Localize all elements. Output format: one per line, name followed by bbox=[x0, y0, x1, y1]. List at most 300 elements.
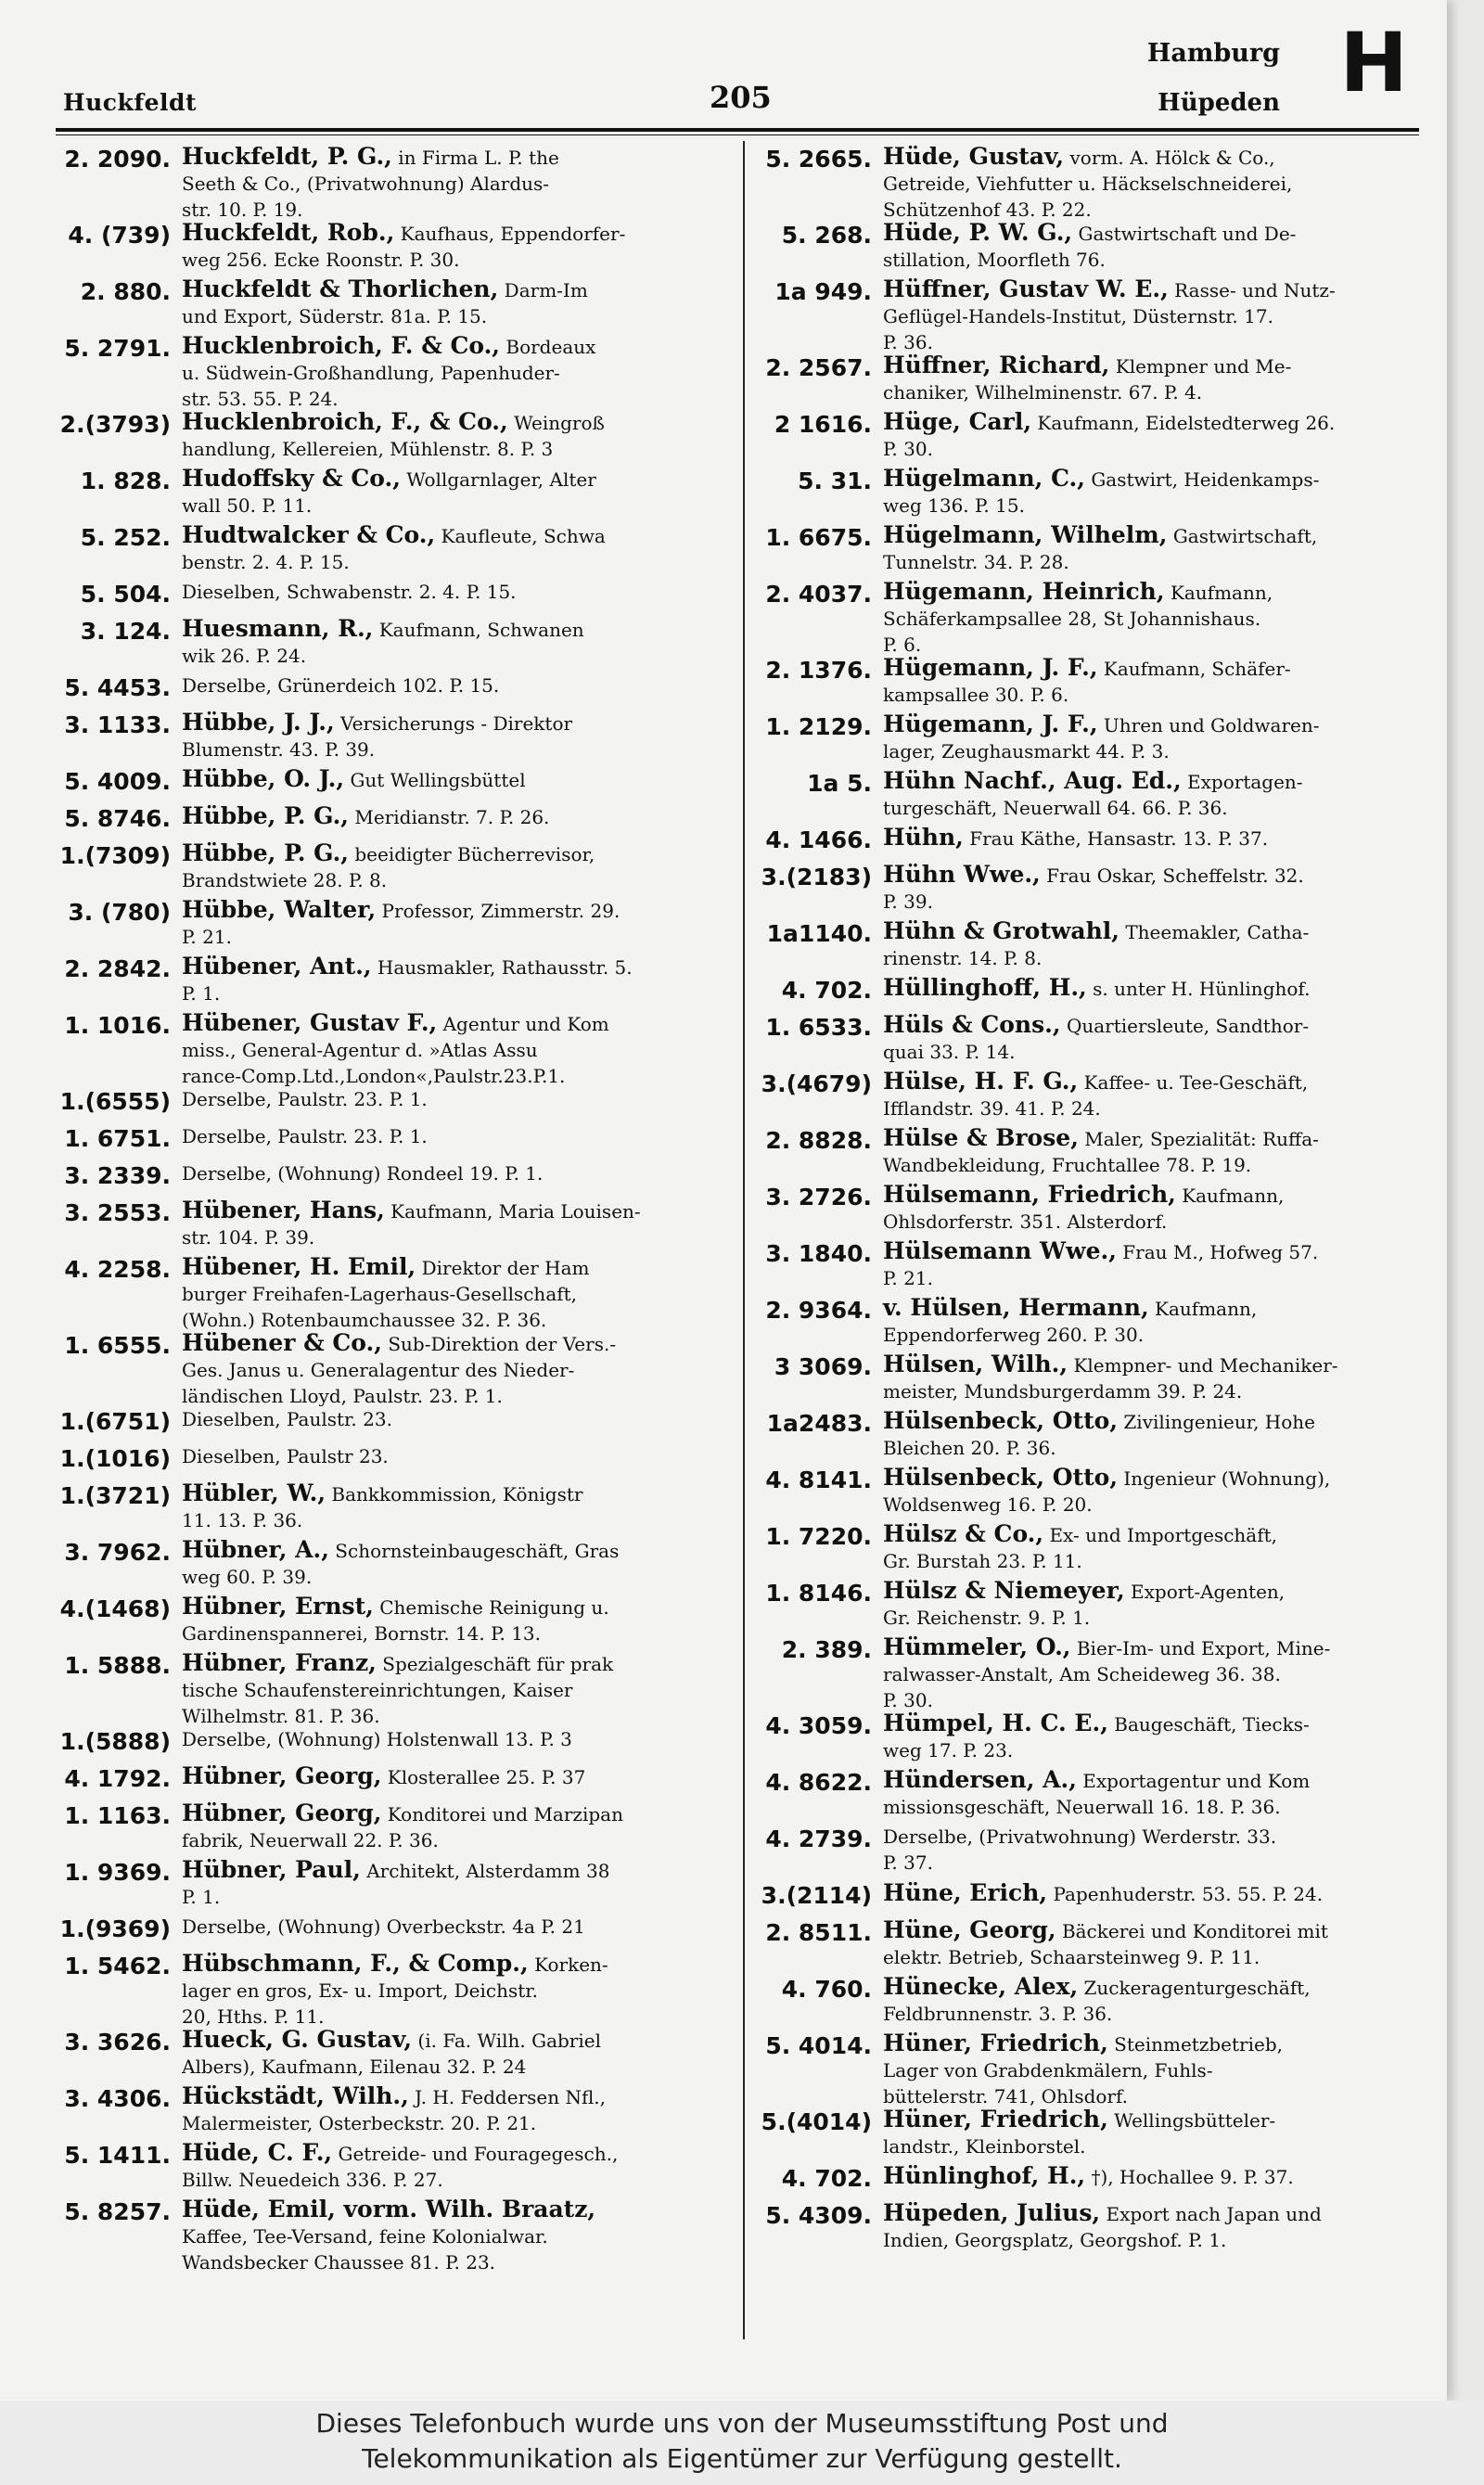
directory-entry bbox=[58, 1914, 725, 1951]
entry-line bbox=[883, 1687, 1419, 1710]
directory-entry bbox=[58, 220, 725, 276]
entry-text: Derselbe, (Wohnung) Overbeckstr. 4a P. 21 bbox=[182, 1915, 585, 1938]
entry-name: Hügelmann, C., bbox=[883, 466, 1085, 492]
entry-text: Wandsbecker Chaussee 81. P. 23. bbox=[182, 2251, 496, 2273]
phone-number: 3.(4679) bbox=[761, 1070, 872, 1097]
phone-number: 4. 1466. bbox=[765, 826, 872, 853]
entry-line bbox=[182, 980, 725, 1006]
entry-text: tische Schaufenstereinrichtungen, Kaiser bbox=[182, 1679, 573, 1701]
phone-number: 5. 4009. bbox=[64, 768, 171, 795]
entry-text: P. 36. bbox=[883, 331, 933, 352]
entry-line bbox=[883, 2030, 1419, 2057]
entry-line bbox=[182, 2249, 725, 2273]
entry-line bbox=[182, 1086, 725, 1112]
directory-entry bbox=[759, 1182, 1419, 1238]
phone-number: 1. 2129. bbox=[765, 713, 872, 740]
entry-text: landstr., Kleinborstel. bbox=[883, 2135, 1086, 2158]
entry-name: Hübener & Co., bbox=[182, 1330, 382, 1356]
entry-line bbox=[883, 329, 1419, 352]
entry-line bbox=[182, 1914, 725, 1940]
directory-entry bbox=[58, 1123, 725, 1160]
phone-number: 5. 4309. bbox=[765, 2202, 872, 2229]
entry-name: Hüde, Emil, vorm. Wilh. Braatz, bbox=[182, 2197, 596, 2222]
entry-text: Eppendorferweg 260. P. 30. bbox=[883, 1324, 1145, 1346]
entry-name: Hübner, Georg, bbox=[182, 1800, 382, 1826]
directory-entry bbox=[759, 2163, 1419, 2200]
entry-line bbox=[182, 1254, 725, 1281]
entry-text: Dieselben, Schwabenstr. 2. 4. P. 15. bbox=[182, 581, 517, 603]
header-first-entry: Huckfeldt bbox=[63, 89, 198, 116]
entry-name: Hüner, Friedrich, bbox=[883, 2030, 1108, 2056]
phone-number: 5. 4453. bbox=[64, 674, 171, 701]
phone-number: 1. 6751. bbox=[64, 1125, 171, 1152]
entry-text: Schäferkampsallee 28, St Johannishaus. bbox=[883, 608, 1261, 630]
entry-line bbox=[883, 711, 1419, 738]
entry-line bbox=[182, 1620, 725, 1646]
entry-line bbox=[883, 1095, 1419, 1121]
entry-line bbox=[182, 171, 725, 197]
directory-entry bbox=[759, 1125, 1419, 1182]
left-column bbox=[58, 144, 725, 2273]
entry-line bbox=[182, 1010, 725, 1037]
phone-number: 5. 4014. bbox=[765, 2032, 872, 2059]
entry-text: Kaufmann, bbox=[1170, 582, 1273, 604]
entry-line bbox=[883, 2083, 1419, 2107]
directory-entry bbox=[58, 522, 725, 579]
entry-name: Hueck, G. Gustav, bbox=[182, 2027, 413, 2053]
entry-text: Bankkommission, Königstr bbox=[331, 1483, 583, 1505]
directory-entry bbox=[58, 579, 725, 616]
entry-text: Rasse- und Nutz- bbox=[1174, 279, 1336, 301]
entry-name: Hülsz & Niemeyer, bbox=[883, 1578, 1125, 1604]
entry-line bbox=[182, 897, 725, 924]
phone-number: 1. 1016. bbox=[64, 1012, 171, 1039]
entry-text: Hausmakler, Rathausstr. 5. bbox=[377, 956, 633, 979]
entry-text: Dieselben, Paulstr 23. bbox=[182, 1445, 389, 1467]
phone-number: 1.(7309) bbox=[59, 842, 171, 869]
entry-line bbox=[883, 2133, 1419, 2159]
directory-entry bbox=[58, 1726, 725, 1763]
page-header bbox=[56, 15, 1419, 130]
entry-name: Hübner, Ernst, bbox=[182, 1594, 374, 1620]
right-column bbox=[759, 144, 1419, 2257]
entry-line bbox=[883, 1737, 1419, 1763]
entry-text: benstr. 2. 4. P. 15. bbox=[182, 551, 350, 573]
entry-line bbox=[182, 493, 725, 519]
entry-text: Dieselben, Paulstr. 23. bbox=[182, 1408, 392, 1430]
entry-text: rinenstr. 14. P. 8. bbox=[883, 947, 1043, 969]
entry-name: Hübbe, P. G., bbox=[182, 803, 350, 829]
entry-text: Getreide- und Fouragegesch., bbox=[338, 2143, 619, 2165]
entry-text: Bordeaux bbox=[505, 336, 596, 358]
entry-text: Spezialgeschäft für prak bbox=[382, 1653, 614, 1675]
entry-name: Hudtwalcker & Co., bbox=[182, 522, 436, 548]
phone-number: 2. 8828. bbox=[765, 1127, 872, 1154]
entry-name: Hüne, Georg, bbox=[883, 1917, 1056, 1943]
directory-entry bbox=[58, 616, 725, 672]
entry-text: Sub-Direktion der Vers.- bbox=[388, 1333, 617, 1355]
entry-line bbox=[182, 2110, 725, 2136]
entry-line bbox=[883, 1238, 1419, 1265]
directory-entry bbox=[759, 768, 1419, 825]
entry-name: Hülsemann Wwe., bbox=[883, 1238, 1117, 1264]
directory-entry bbox=[58, 2140, 725, 2197]
entry-name: Hüde, Gustav, bbox=[883, 144, 1065, 170]
entry-text: Getreide, Viehfutter u. Häckselschneiderei, bbox=[883, 173, 1293, 195]
directory-entry bbox=[759, 1408, 1419, 1465]
entry-text: Kaffee- u. Tee-Geschäft, bbox=[1083, 1071, 1309, 1094]
directory-entry bbox=[759, 862, 1419, 918]
entry-name: Hügemann, J. F., bbox=[883, 655, 1098, 681]
entry-name: Hüde, C. F., bbox=[182, 2140, 333, 2166]
entry-text: Konditorei und Marzipan bbox=[387, 1803, 623, 1825]
entry-name: Hübener, Ant., bbox=[182, 954, 372, 980]
entry-name: Hübener, Gustav F., bbox=[182, 1010, 438, 1036]
entry-name: Hübbe, Walter, bbox=[182, 897, 377, 923]
entry-line bbox=[182, 436, 725, 462]
phone-number: 5. 268. bbox=[781, 222, 872, 249]
section-letter: H bbox=[1339, 15, 1408, 110]
directory-entry bbox=[759, 2030, 1419, 2107]
entry-text: weg 256. Ecke Roonstr. P. 30. bbox=[182, 249, 460, 271]
entry-line bbox=[883, 1850, 1419, 1876]
entry-line bbox=[883, 2227, 1419, 2253]
directory-entry bbox=[759, 1824, 1419, 1880]
entry-text: Malermeister, Osterbeckstr. 20. P. 21. bbox=[182, 2112, 537, 2134]
entry-line bbox=[182, 522, 725, 549]
phone-number: 1. 1163. bbox=[64, 1802, 171, 1829]
entry-text: Kaufmann, bbox=[1155, 1298, 1258, 1320]
directory-entry bbox=[759, 1295, 1419, 1351]
entry-text: in Firma L. P. the bbox=[398, 147, 559, 169]
entry-line bbox=[883, 1578, 1419, 1605]
entry-text: P. 21. bbox=[883, 1267, 933, 1289]
entry-name: Hübbe, O. J., bbox=[182, 766, 345, 792]
phone-number: 5. 504. bbox=[80, 581, 171, 608]
entry-line bbox=[883, 247, 1419, 273]
phone-number: 3. 2339. bbox=[64, 1162, 171, 1189]
entry-line bbox=[182, 144, 725, 171]
entry-text: P. 6. bbox=[883, 634, 922, 655]
phone-number: 1a 5. bbox=[807, 770, 872, 797]
entry-name: Hübbe, J. J., bbox=[182, 710, 335, 736]
entry-line bbox=[182, 549, 725, 575]
entry-text: Schützenhof 43. P. 22. bbox=[883, 199, 1092, 220]
entry-name: Hüne, Erich, bbox=[883, 1880, 1048, 1906]
entry-text: Bäckerei und Konditorei mit bbox=[1061, 1920, 1328, 1942]
header-city: Hamburg bbox=[1146, 39, 1280, 68]
entry-text: Kaffee, Tee-Versand, feine Kolonialwar. bbox=[182, 2225, 548, 2248]
directory-entry bbox=[759, 1880, 1419, 1917]
phone-number: 4. 702. bbox=[781, 977, 872, 1004]
entry-text: Billw. Neuedeich 336. P. 27. bbox=[182, 2169, 443, 2191]
directory-entry bbox=[58, 840, 725, 897]
entry-text: P. 21. bbox=[182, 926, 232, 948]
entry-text: Maler, Spezialität: Ruffa- bbox=[1084, 1128, 1319, 1150]
entry-line bbox=[883, 1265, 1419, 1291]
entry-text: stillation, Moorfleth 76. bbox=[883, 249, 1106, 271]
phone-number: 3 3069. bbox=[774, 1353, 872, 1380]
entry-line bbox=[883, 171, 1419, 197]
phone-number: 4.(1468) bbox=[59, 1595, 171, 1622]
entry-text: Gardinenspannerei, Bornstr. 14. P. 13. bbox=[182, 1622, 542, 1645]
entry-text: Derselbe, Grünerdeich 102. P. 15. bbox=[182, 674, 500, 697]
entry-text: Tunnelstr. 34. P. 28. bbox=[883, 551, 1069, 573]
entry-line bbox=[883, 2163, 1419, 2190]
entry-line bbox=[883, 1824, 1419, 1850]
entry-line bbox=[883, 682, 1419, 708]
entry-text: Frau M., Hofweg 57. bbox=[1122, 1241, 1319, 1263]
directory-entry bbox=[58, 1650, 725, 1726]
entry-name: Hüffner, Gustav W. E., bbox=[883, 276, 1169, 302]
entry-name: Hügemann, J. F., bbox=[883, 711, 1098, 737]
entry-text: kampsallee 30. P. 6. bbox=[883, 684, 1069, 706]
phone-number: 4. 2739. bbox=[765, 1825, 872, 1852]
entry-text: Quartiersleute, Sandthor- bbox=[1066, 1015, 1310, 1037]
entry-line bbox=[883, 436, 1419, 462]
entry-line bbox=[883, 466, 1419, 493]
phone-number: 3. 1133. bbox=[64, 711, 171, 738]
entry-text: Export nach Japan und bbox=[1106, 2203, 1322, 2225]
entry-text: elektr. Betrieb, Schaarsteinweg 9. P. 11. bbox=[883, 1946, 1260, 1968]
entry-line bbox=[182, 1564, 725, 1590]
entry-text: Ex- und Importgeschäft, bbox=[1049, 1524, 1278, 1546]
entry-line bbox=[883, 1209, 1419, 1235]
entry-line bbox=[883, 2107, 1419, 2133]
phone-number: 2. 9364. bbox=[765, 1297, 872, 1324]
phone-number: 1. 5462. bbox=[64, 1953, 171, 1979]
phone-number: 5. 2665. bbox=[765, 146, 872, 173]
entry-name: Huesmann, R., bbox=[182, 616, 374, 642]
entry-text: Kaufmann, Eidelstedterweg 26. bbox=[1037, 412, 1336, 434]
entry-line bbox=[883, 2200, 1419, 2227]
entry-name: Hünlinghof, H., bbox=[883, 2163, 1086, 2189]
entry-text: Frau Käthe, Hansastr. 13. P. 37. bbox=[969, 827, 1269, 850]
entry-line bbox=[883, 862, 1419, 889]
directory-entry bbox=[58, 1951, 725, 2027]
entry-text: P. 30. bbox=[883, 1689, 933, 1710]
phone-number: 3.(2183) bbox=[761, 864, 872, 890]
entry-text: Agentur und Kom bbox=[442, 1013, 609, 1035]
entry-line bbox=[883, 1351, 1419, 1378]
directory-entry bbox=[58, 1594, 725, 1650]
phone-number: 1.(5888) bbox=[59, 1728, 171, 1755]
footer-line-1: Dieses Telefonbuch wurde uns von der Museumsstiftung Post und bbox=[315, 2408, 1169, 2439]
entry-line bbox=[182, 1037, 725, 1063]
entry-text: Gastwirt, Heidenkamps- bbox=[1091, 468, 1320, 491]
entry-line bbox=[182, 1978, 725, 2004]
entry-text: Schornsteinbaugeschäft, Gras bbox=[335, 1540, 620, 1562]
phone-number: 1. 8146. bbox=[765, 1580, 872, 1607]
directory-entry bbox=[58, 276, 725, 333]
entry-line bbox=[182, 1800, 725, 1827]
entry-line bbox=[883, 303, 1419, 329]
entry-text: (i. Fa. Wilh. Gabriel bbox=[417, 2030, 601, 2052]
entry-name: Hügemann, Heinrich, bbox=[883, 579, 1165, 605]
entry-text: missionsgeschäft, Neuerwall 16. 18. P. 36. bbox=[883, 1796, 1281, 1818]
directory-entry bbox=[58, 1254, 725, 1330]
entry-text: Brandstwiete 28. P. 8. bbox=[182, 869, 388, 891]
entry-line bbox=[883, 1012, 1419, 1039]
directory-entry bbox=[759, 466, 1419, 522]
phone-number: 5. 8257. bbox=[64, 2198, 171, 2225]
phone-number: 5.(4014) bbox=[761, 2108, 872, 2135]
entry-text: Feldbrunnenstr. 3. P. 36. bbox=[883, 2003, 1113, 2025]
entry-text: Gr. Burstah 23. P. 11. bbox=[883, 1550, 1082, 1572]
entry-text: Wilhelmstr. 81. P. 36. bbox=[182, 1705, 380, 1726]
entry-text: quai 33. P. 14. bbox=[883, 1041, 1016, 1063]
directory-entry bbox=[58, 1330, 725, 1406]
entry-text: Kaufmann, bbox=[1182, 1185, 1285, 1207]
entry-name: Hucklenbroich, F., & Co., bbox=[182, 409, 508, 435]
phone-number: 1. 6533. bbox=[765, 1014, 872, 1041]
entry-text: Chemische Reinigung u. bbox=[379, 1596, 609, 1619]
entry-text: Versicherungs - Direktor bbox=[340, 712, 573, 735]
phone-number: 2. 1376. bbox=[765, 657, 872, 684]
entry-line bbox=[883, 1069, 1419, 1095]
phone-number: 1a2483. bbox=[766, 1410, 872, 1437]
entry-line bbox=[182, 840, 725, 867]
phone-number: 3. 1840. bbox=[765, 1240, 872, 1267]
directory-entry bbox=[58, 710, 725, 766]
entry-line bbox=[182, 303, 725, 329]
entry-text: Exportagen- bbox=[1187, 771, 1303, 793]
entry-line bbox=[883, 1295, 1419, 1322]
entry-line bbox=[182, 1383, 725, 1406]
entry-text: Derselbe, Paulstr. 23. P. 1. bbox=[182, 1088, 428, 1110]
directory-entry bbox=[58, 409, 725, 466]
footer-line-2: Telekommunikation als Eigentümer zur Verfügung gestellt. bbox=[362, 2443, 1122, 2474]
entry-line bbox=[883, 1378, 1419, 1404]
entry-text: Indien, Georgsplatz, Georgshof. P. 1. bbox=[883, 2229, 1227, 2251]
entry-line bbox=[182, 616, 725, 643]
entry-text: Bleichen 20. P. 36. bbox=[883, 1437, 1056, 1459]
entry-line bbox=[182, 2223, 725, 2249]
entry-line bbox=[182, 1763, 725, 1790]
entry-name: Hühn, bbox=[883, 825, 964, 851]
directory-entry bbox=[759, 1917, 1419, 1974]
phone-number: 1. 5888. bbox=[64, 1652, 171, 1679]
entry-line bbox=[883, 1548, 1419, 1574]
phone-number: 2. 880. bbox=[80, 278, 171, 305]
phone-number: 2. 2567. bbox=[765, 354, 872, 381]
directory-entry bbox=[58, 897, 725, 954]
phone-number: 1.(1016) bbox=[59, 1445, 171, 1472]
phone-number: 4. 2258. bbox=[64, 1256, 171, 1283]
entry-text: meister, Mundsburgerdamm 39. P. 24. bbox=[883, 1380, 1243, 1403]
phone-number: 1.(6751) bbox=[59, 1408, 171, 1435]
phone-number: 5. 1411. bbox=[64, 2142, 171, 2169]
phone-number: 4. 1792. bbox=[64, 1765, 171, 1792]
entry-text: Uhren und Goldwaren- bbox=[1103, 714, 1320, 737]
entry-text: lager, Zeughausmarkt 44. P. 3. bbox=[883, 740, 1170, 762]
entry-line bbox=[182, 1507, 725, 1533]
phone-number: 1.(9369) bbox=[59, 1915, 171, 1942]
entry-line bbox=[883, 889, 1419, 915]
entry-name: Hübener, Hans, bbox=[182, 1198, 385, 1223]
entry-text: beeidigter Bücherrevisor, bbox=[354, 843, 595, 865]
entry-line bbox=[182, 1330, 725, 1357]
entry-line bbox=[182, 579, 725, 605]
directory-entry bbox=[58, 144, 725, 220]
entry-line bbox=[883, 1435, 1419, 1461]
entry-line bbox=[182, 672, 725, 698]
entry-text: weg 17. P. 23. bbox=[883, 1739, 1014, 1761]
entry-line bbox=[883, 2001, 1419, 2027]
entry-name: Huckfeldt, Rob., bbox=[182, 220, 395, 246]
directory-entry bbox=[759, 975, 1419, 1012]
directory-entry bbox=[759, 352, 1419, 409]
entry-text: Kaufmann, Maria Louisen- bbox=[390, 1200, 641, 1223]
entry-text: Zuckeragenturgeschäft, bbox=[1083, 1977, 1311, 1999]
entry-line bbox=[182, 1951, 725, 1978]
entry-text: P. 39. bbox=[883, 890, 933, 913]
entry-line bbox=[182, 1198, 725, 1224]
entry-line bbox=[182, 1281, 725, 1307]
page-number: 205 bbox=[710, 80, 772, 115]
directory-entry bbox=[58, 1160, 725, 1198]
entry-line bbox=[883, 220, 1419, 247]
entry-text: Ifflandstr. 39. 41. P. 24. bbox=[883, 1097, 1101, 1120]
entry-name: Hüffner, Richard, bbox=[883, 352, 1110, 378]
directory-entry bbox=[58, 1763, 725, 1800]
entry-name: Hübbe, P. G., bbox=[182, 840, 350, 866]
entry-line bbox=[883, 975, 1419, 1002]
entry-line bbox=[883, 945, 1419, 971]
phone-number: 4. 702. bbox=[781, 2165, 872, 2192]
entry-name: Hübner, Paul, bbox=[182, 1857, 361, 1883]
entry-line bbox=[182, 1857, 725, 1884]
entry-text: Klempner- und Mechaniker- bbox=[1073, 1354, 1338, 1377]
entry-name: Hübler, W., bbox=[182, 1480, 326, 1506]
entry-text: Architekt, Alsterdamm 38 bbox=[366, 1860, 610, 1882]
entry-line bbox=[182, 643, 725, 669]
entry-name: Hudoffsky & Co., bbox=[182, 466, 401, 492]
entry-text: Derselbe, (Wohnung) Holstenwall 13. P. 3 bbox=[182, 1728, 572, 1750]
entry-line bbox=[182, 1703, 725, 1726]
directory-entry bbox=[759, 1521, 1419, 1578]
entry-text: handlung, Kellereien, Mühlenstr. 8. P. 3 bbox=[182, 438, 554, 460]
entry-text: Exportagentur und Kom bbox=[1082, 1770, 1311, 1792]
entry-line bbox=[182, 360, 725, 386]
header-last-entry: Hüpeden bbox=[1158, 89, 1280, 117]
entry-line bbox=[883, 655, 1419, 682]
entry-line bbox=[182, 1443, 725, 1469]
entry-line bbox=[182, 954, 725, 980]
entry-text: weg 60. P. 39. bbox=[182, 1566, 313, 1588]
entry-line bbox=[182, 1357, 725, 1383]
directory-entry bbox=[759, 1238, 1419, 1295]
entry-line bbox=[182, 766, 725, 793]
entry-text: Geflügel-Handels-Institut, Düsternstr. 17. bbox=[883, 305, 1273, 327]
entry-name: Hühn & Grotwahl, bbox=[883, 918, 1119, 944]
entry-name: Hülsen, Wilh., bbox=[883, 1351, 1068, 1377]
directory-entry bbox=[759, 1465, 1419, 1521]
phone-number: 1. 7220. bbox=[765, 1523, 872, 1550]
directory-entry bbox=[58, 1800, 725, 1857]
entry-name: Hümpel, H. C. E., bbox=[883, 1710, 1108, 1736]
entry-line bbox=[182, 1307, 725, 1330]
directory-entry bbox=[759, 1710, 1419, 1767]
entry-line bbox=[883, 1408, 1419, 1435]
entry-line bbox=[182, 1123, 725, 1149]
entry-name: Hüde, P. W. G., bbox=[883, 220, 1073, 246]
entry-text: Derselbe, Paulstr. 23. P. 1. bbox=[182, 1125, 428, 1147]
entry-line bbox=[883, 1605, 1419, 1631]
entry-name: Hünecke, Alex, bbox=[883, 1974, 1079, 2000]
phone-number: 5. 2791. bbox=[64, 335, 171, 362]
entry-line bbox=[883, 795, 1419, 821]
